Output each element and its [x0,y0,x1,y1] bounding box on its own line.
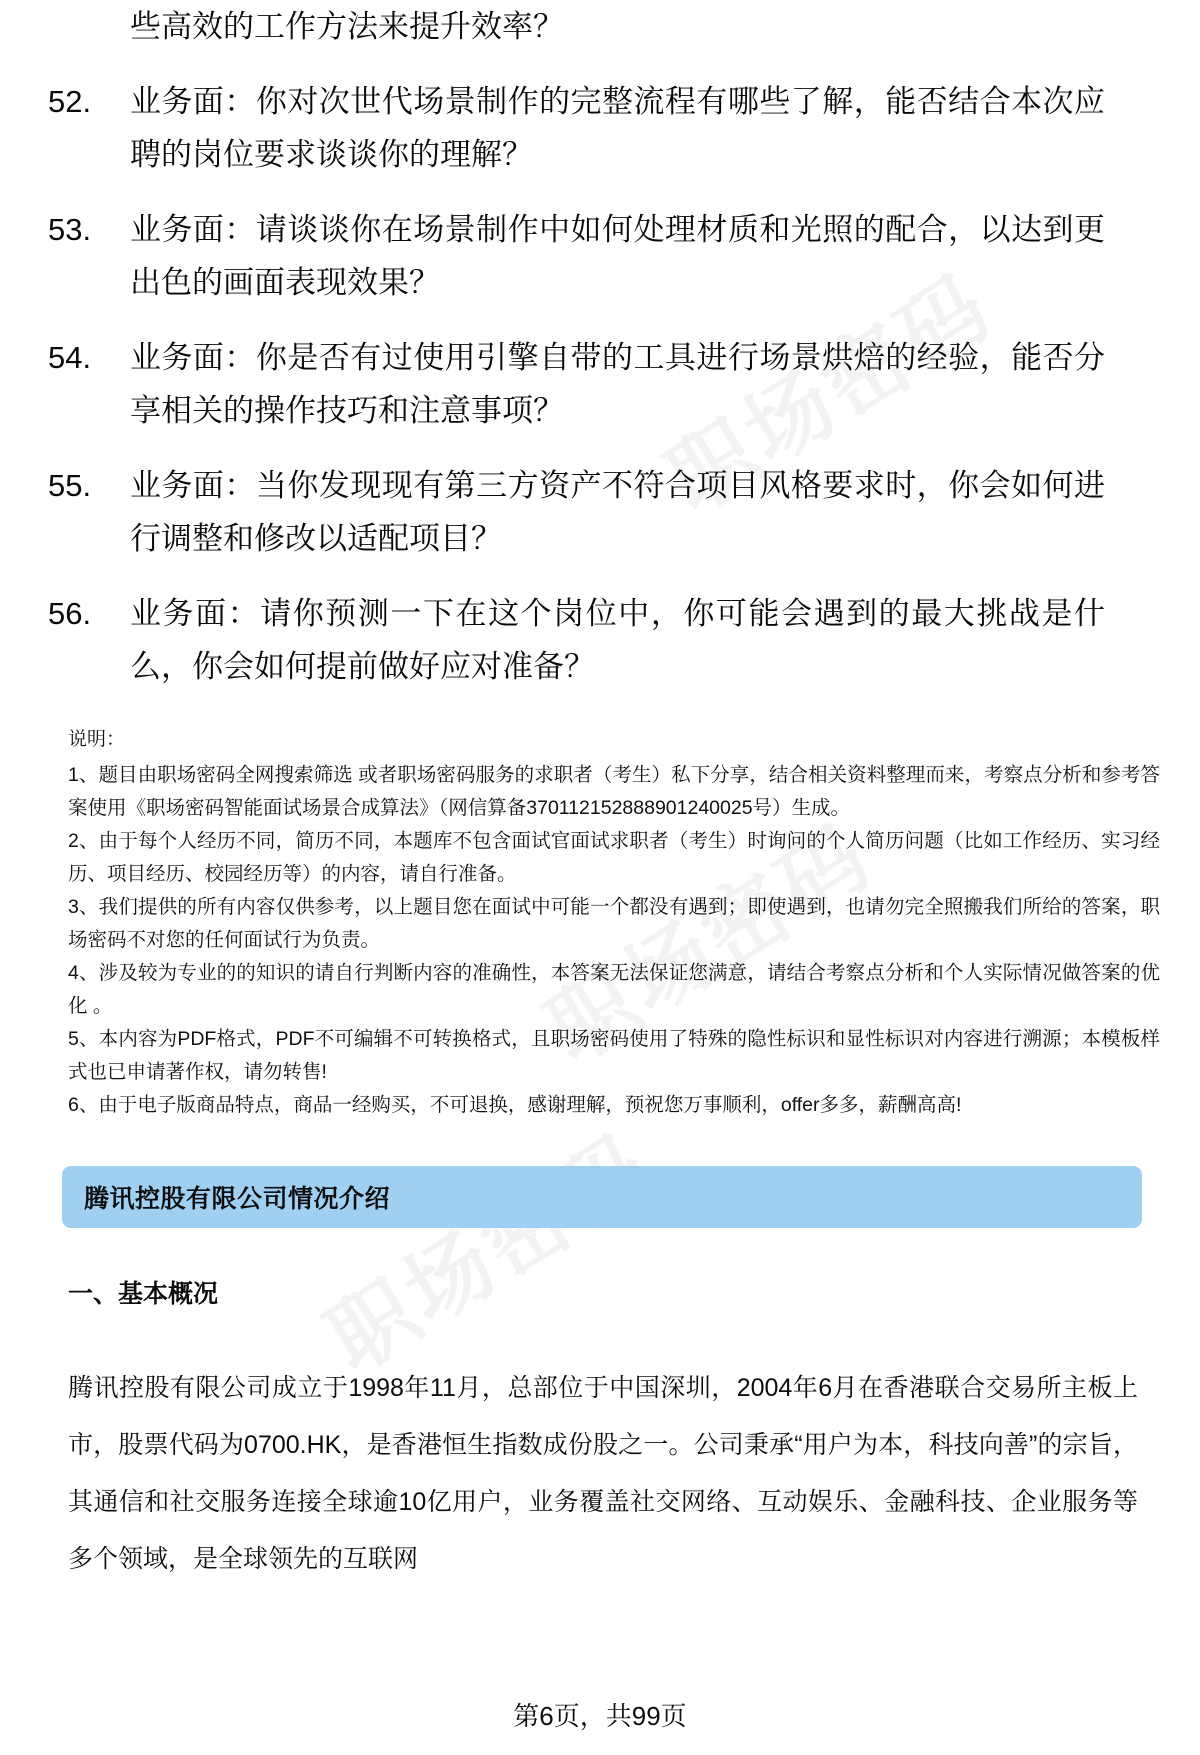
question-number: 52. [48,84,92,119]
question-item [0,331,1200,437]
intro-body: 腾讯控股有限公司成立于1998年11月，总部位于中国深圳，2004年6月在香港联合交易所主板上市，股票代码为0700.HK，是香港恒生指数成份股之一。公司秉承“用户为本，科技向善”的宗旨，其通信和社交服务连接全球逾10亿用户，业务覆盖社交网络、互动娱乐、金融科技、企业服务等多个领域，是全球领先的互联网 [68,1374,1138,1573]
note-item: 1、题目由职场密码全网搜索筛选 或者职场密码服务的求职者（考生）私下分享，结合相关资料整理而来，考察点分析和参考答案使用《职场密码智能面试场景合成算法》（网信算备370112152888901240025号）生成。 [68,764,1160,819]
question-text: 业务面：请你预测一下在这个岗位中，你可能会遇到的最大挑战是什么，你会如何提前做好应对准备？ [130,596,1105,684]
intro-heading: 一、基本概况 [68,1280,219,1308]
note-item: 4、涉及较为专业的的知识的请自行判断内容的准确性，本答案无法保证您满意，请结合考察点分析和个人实际情况做答案的优化 。 [68,962,1160,1017]
question-item [0,203,1200,309]
company-intro-section [0,1274,1200,1588]
question-number: 55. [48,468,92,503]
question-continuation-line: 些高效的工作方法来提升效率？ [130,9,564,44]
question-text: 业务面：你是否有过使用引擎自带的工具进行场景烘焙的经验，能否分享相关的操作技巧和注意事项？ [130,340,1105,428]
page-footer: 第6页，共99页 [513,1701,687,1731]
notes-title: 说明： [68,729,126,750]
question-item [0,75,1200,181]
section-banner [62,1166,1142,1228]
note-item: 3、我们提供的所有内容仅供参考，以上题目您在面试中可能一个都没有遇到；即使遇到，也请勿完全照搬我们所给的答案，职场密码不对您的任何面试行为负责。 [68,896,1160,951]
note-item: 6、由于电子版商品特点，商品一经购买，不可退换，感谢理解，预祝您万事顺利，offer多多，薪酬高高! [68,1094,962,1116]
question-list [0,75,1200,693]
question-number: 53. [48,212,92,247]
question-number: 56. [48,596,92,631]
section-banner-title: 腾讯控股有限公司情况介绍 [84,1185,391,1213]
notes-section [0,723,1200,1122]
question-text: 业务面：当你发现现有第三方资产不符合项目风格要求时，你会如何进行调整和修改以适配项目？ [130,468,1105,556]
question-item [0,587,1200,693]
note-item: 2、由于每个人经历不同，简历不同，本题库不包含面试官面试求职者（考生）时询问的个人简历问题（比如工作经历、实习经历、项目经历、校园经历等）的内容，请自行准备。 [68,830,1160,885]
note-item: 5、本内容为PDF格式，PDF不可编辑不可转换格式，且职场密码使用了特殊的隐性标识和显性标识对内容进行溯源；本模板样式也已申请著作权，请勿转售! [68,1028,1160,1083]
question-number: 54. [48,340,92,375]
question-text: 业务面：你对次世代场景制作的完整流程有哪些了解，能否结合本次应聘的岗位要求谈谈你的理解？ [130,84,1105,172]
question-item [0,459,1200,565]
question-text: 业务面：请谈谈你在场景制作中如何处理材质和光照的配合，以达到更出色的画面表现效果？ [130,212,1105,300]
